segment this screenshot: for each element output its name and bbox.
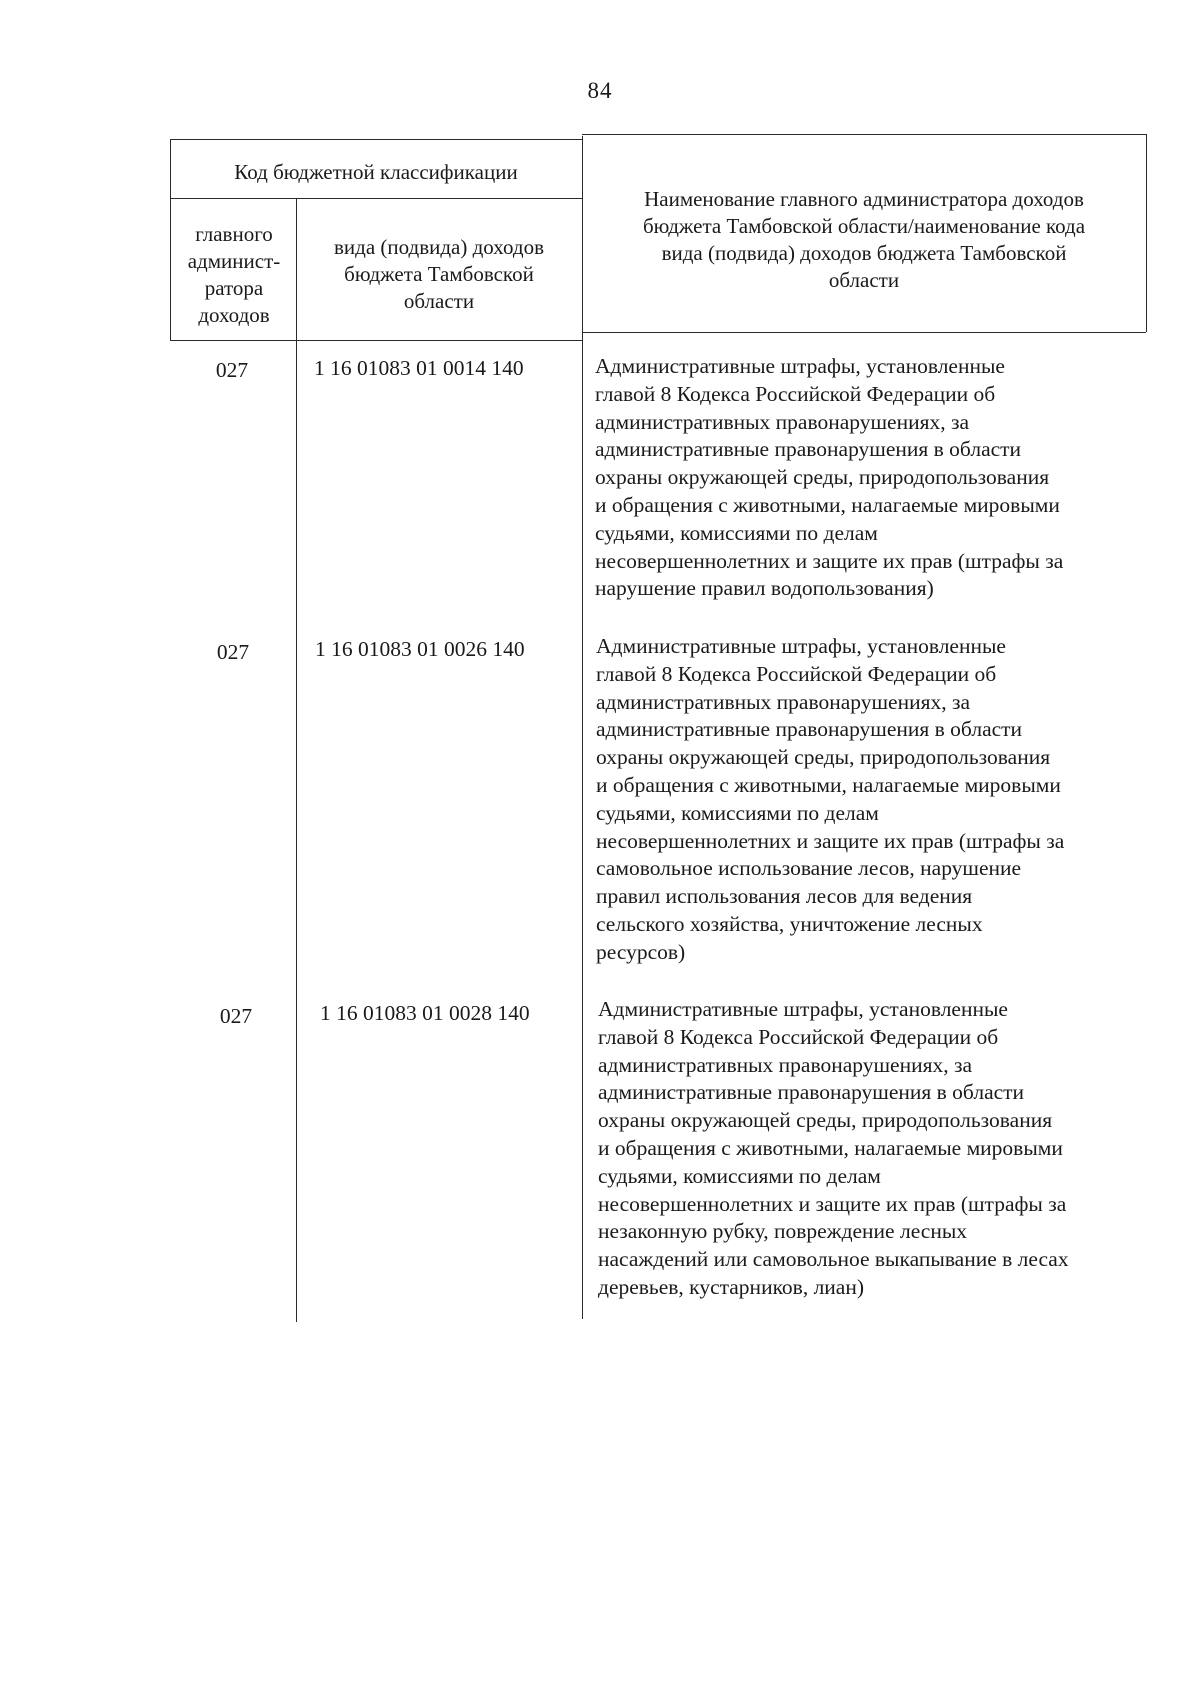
header-col-admin: главного админист- ратора доходов (187, 222, 281, 327)
column-divider-name (582, 136, 583, 1319)
column-divider-code (296, 198, 297, 1322)
row-1-description: Административные штрафы, установленные главой 8 Кодекса Российской Федерации об административных правонарушениях, за административные правонарушения в области охраны окружающей среды, природопользования и обращения с животными, налагаемые мировыми судьями, комиссиями по делам несовершеннолетних и защите их прав (штрафы за нарушение правил водопользования) (595, 354, 1064, 601)
header-bottom-border (170, 340, 582, 341)
row-2-admin-code: 027 (216, 640, 250, 664)
table-left-border (170, 139, 171, 341)
header-bottom-border-right (582, 332, 1146, 333)
row-1-admin-code: 027 (215, 358, 249, 382)
header-col-name: Наименование главного администратора доходов бюджета Тамбовской области/наименование кода вида (подвида) доходов бюджета Тамбовской области (642, 187, 1086, 292)
row-2-description: Административные штрафы, установленные главой 8 Кодекса Российской Федерации об административных правонарушениях, за административные правонарушения в области охраны окружающей среды, природопользования и обращения с животными, налагаемые мировыми судьями, комиссиями по делам несовершеннолетних и защите их прав (штрафы за самовольное использование лесов, нарушение правил использования лесов для ведения сельского хозяйства, уничтожение лесных ресурсов) (596, 634, 1065, 964)
row-3-description: Административные штрафы, установленные главой 8 Кодекса Российской Федерации об административных правонарушениях, за административные правонарушения в области охраны окружающей среды, природопользования и обращения с животными, налагаемые мировыми судьями, комиссиями по делам несовершеннолетних и защите их прав (штрафы за незаконную рубку, повреждение лесных насаждений или самовольное выкапывание в лесах деревьев, кустарников, лиан) (598, 997, 1069, 1299)
row-1-revenue-code: 1 16 01083 01 0014 140 (314, 356, 524, 380)
page-number: 84 (587, 78, 613, 103)
header-group-title: Код бюджетной классификации (234, 160, 518, 184)
row-2-revenue-code: 1 16 01083 01 0026 140 (315, 637, 525, 661)
header-col-code: вида (подвида) доходов бюджета Тамбовской области (334, 235, 544, 313)
table-top-border (170, 139, 582, 140)
table-right-border (1146, 134, 1147, 332)
row-3-admin-code: 027 (219, 1004, 253, 1028)
header-subdivider (170, 198, 582, 199)
table-top-border-right (582, 134, 1146, 135)
row-3-revenue-code: 1 16 01083 01 0028 140 (320, 1001, 530, 1025)
